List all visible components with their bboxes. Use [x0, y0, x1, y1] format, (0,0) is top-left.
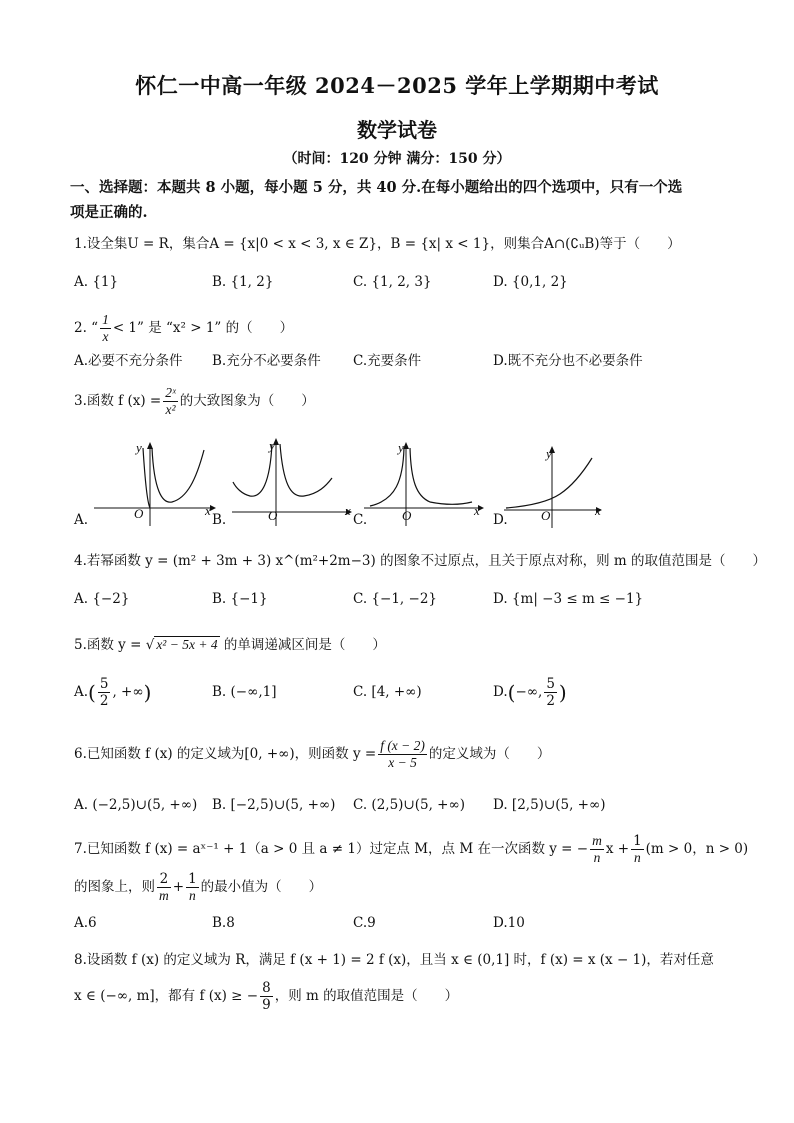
- q3-graph-d-y-label: y: [546, 446, 552, 461]
- q7-option-b: B.8: [212, 915, 235, 931]
- q5-option-a-label: A.: [74, 684, 89, 700]
- q6-stem-pre: 6.已知函数 f (x) 的定义域为[0, +∞)，则函数 y =: [74, 746, 377, 762]
- q7-f3-num: 2: [157, 871, 171, 888]
- q2-stem-pre: 2. “: [74, 320, 99, 336]
- q6-option-d: D. [2,5)∪(5, +∞): [493, 797, 606, 813]
- q5-sqrt-sign: √: [145, 637, 155, 653]
- q7-f1-den: n: [593, 850, 601, 865]
- q3-graph-c-origin-label: O: [402, 508, 412, 523]
- q7-fraction-4: [186, 871, 199, 904]
- q7-stem-post: (m > 0，n > 0): [645, 841, 749, 857]
- question-7-stem-line1: [74, 833, 748, 866]
- q3-stem-pre: 3.函数 f (x) =: [74, 393, 162, 409]
- question-5-stem: [74, 633, 386, 653]
- q5-option-d-num: 5: [546, 676, 555, 692]
- q3-graph-a-y-label: y: [136, 440, 142, 455]
- q5-option-a: [74, 676, 151, 709]
- q1-option-c: C. {1, 2, 3}: [353, 274, 432, 290]
- q5-option-d-lparen: (: [507, 680, 516, 705]
- q1-option-b: B. {1, 2}: [212, 274, 274, 290]
- q6-fraction: [378, 738, 427, 771]
- q5-option-b: B. (−∞,1]: [212, 684, 277, 700]
- q7-f4-den: n: [188, 888, 196, 903]
- q7-fraction-3: [157, 871, 171, 904]
- q5-option-a-post: , +∞: [112, 684, 144, 700]
- q4-option-c: C. {−1, −2}: [353, 591, 437, 607]
- q1-option-d: D. {0,1, 2}: [493, 274, 568, 290]
- q5-option-a-rparen: ): [143, 680, 152, 705]
- q7-line2-pre: 的图象上，则: [74, 879, 155, 895]
- q3-graph-b-origin-label: O: [268, 508, 278, 523]
- q3-option-d: D.: [493, 512, 508, 528]
- q5-option-a-den: 2: [99, 693, 109, 709]
- q8-line2-pre: x ∈ (−∞, m]，都有 f (x) ≥ −: [74, 988, 259, 1004]
- question-4-stem: 4.若幂函数 y = (m² + 3m + 3) x^(m²+2m−3) 的图象不过原点，且关于原点对称，则 m 的取值范围是（ ）: [74, 553, 766, 569]
- q5-radicand: x² − 5x + 4: [156, 637, 218, 652]
- q3-graph-a-x-label: x: [205, 503, 211, 518]
- q3-graph-c-x-label: x: [474, 503, 480, 518]
- q5-option-a-fraction: [98, 676, 111, 709]
- q8-fraction: [260, 980, 273, 1013]
- q2-option-d: D.既不充分也不必要条件: [493, 353, 643, 369]
- section-heading-line2: 项是正确的.: [70, 204, 148, 221]
- q2-option-a: A.必要不充分条件: [74, 353, 183, 369]
- question-6-stem: [74, 738, 550, 771]
- question-8-stem-line2: [74, 980, 458, 1013]
- q3-graph-b-y-label: y: [269, 438, 275, 453]
- q6-option-c: C. (2,5)∪(5, +∞): [353, 797, 466, 813]
- q7-f3-den: m: [159, 888, 169, 903]
- question-3-stem: [74, 385, 315, 418]
- q5-option-d-rparen: ): [558, 680, 567, 705]
- q1-option-a: A. {1}: [74, 274, 119, 290]
- q3-graph-b-x-label: x: [345, 503, 351, 518]
- q5-option-a-lparen: (: [88, 680, 96, 705]
- q3-graph-b: [228, 436, 353, 530]
- exam-meta: （时间：120 分钟 满分：150 分）: [283, 151, 511, 167]
- q3-frac-den: x²: [165, 402, 176, 417]
- exam-title: 怀仁一中高一年级 2024－2025 学年上学期期中考试: [135, 73, 659, 98]
- q3-stem-post: 的大致图象为（ ）: [179, 393, 315, 409]
- q7-f4-num: 1: [188, 871, 197, 887]
- q3-graph-d-x-label: x: [595, 503, 601, 518]
- q7-option-a: A.6: [74, 915, 97, 931]
- q8-frac-num: 8: [262, 980, 271, 996]
- question-8-stem-line1: 8.设函数 f (x) 的定义域为 R，满足 f (x + 1) = 2 f (x)，且当 x ∈ (0,1] 时，f (x) = x (x − 1)，若对任意: [74, 952, 714, 968]
- q5-stem-post: 的单调递减区间是（ ）: [223, 637, 386, 653]
- q5-stem-pre: 5.函数 y =: [74, 637, 142, 653]
- q8-frac-den: 9: [262, 997, 271, 1013]
- q5-option-c: C. [4, +∞): [353, 684, 422, 700]
- q2-stem-post: < 1” 是 “x² > 1” 的（ ）: [112, 320, 294, 336]
- q7-option-c: C.9: [353, 915, 376, 931]
- q3-option-a: A.: [74, 512, 89, 528]
- q4-option-d: D. {m| −3 ≤ m ≤ −1}: [493, 591, 644, 607]
- q4-option-a: A. {−2}: [74, 591, 130, 607]
- question-7-stem-line2: [74, 871, 322, 904]
- q3-graph-a-origin-label: O: [134, 506, 144, 521]
- q2-frac-num: 1: [102, 312, 109, 327]
- q3-graph-a: [92, 440, 217, 530]
- q8-line2-post: ，则 m 的取值范围是（ ）: [274, 988, 459, 1004]
- q7-stem-pre: 7.已知函数 f (x) = aˣ⁻¹ + 1（a > 0 且 a ≠ 1）过定点 M，点 M 在一次函数 y = −: [74, 841, 589, 857]
- q6-option-a: A. (−2,5)∪(5, +∞): [74, 797, 198, 813]
- q6-stem-post: 的定义域为（ ）: [428, 746, 551, 762]
- q3-graph-d: [500, 444, 610, 530]
- q6-option-b: B. [−2,5)∪(5, +∞): [212, 797, 336, 813]
- q3-option-c: C.: [353, 512, 368, 528]
- q3-frac-num: 2ˣ: [165, 385, 176, 400]
- question-2-stem: [74, 312, 293, 345]
- section-heading-line1: 一、选择题：本题共 8 小题，每小题 5 分，共 40 分.在每小题给出的四个选项中，只有一个选: [70, 179, 683, 196]
- q7-fraction-1: [590, 833, 604, 866]
- q7-f2-den: n: [633, 850, 641, 865]
- q3-graph-d-origin-label: O: [541, 508, 551, 523]
- q7-plus: +: [172, 879, 185, 895]
- q2-option-c: C.充要条件: [353, 353, 422, 369]
- q5-option-d-fraction: [544, 676, 557, 709]
- question-1-stem: 1.设全集U = R，集合A = {x|0 < x < 3, x ∈ Z}，B = {x| x < 1}，则集合A∩(∁ᵤB)等于（ ）: [74, 236, 681, 252]
- q7-f1-num: m: [592, 833, 602, 848]
- q5-option-d-label: D.: [493, 684, 508, 700]
- q5-option-d: [493, 676, 567, 709]
- q5-option-a-num: 5: [99, 676, 109, 692]
- q2-frac-den: x: [102, 329, 109, 344]
- q3-graph-c: [360, 440, 485, 530]
- exam-subtitle: 数学试卷: [357, 118, 437, 142]
- q2-option-b: B.充分不必要条件: [212, 353, 321, 369]
- q6-frac-num: f (x − 2): [380, 738, 425, 753]
- q7-f2-num: 1: [633, 833, 642, 849]
- q7-fraction-2: [631, 833, 644, 866]
- q5-option-d-den: 2: [546, 693, 555, 709]
- q6-frac-den: x − 5: [388, 755, 417, 770]
- q5-option-d-mid: −∞,: [515, 684, 543, 700]
- q2-fraction: [100, 312, 111, 345]
- q7-option-d: D.10: [493, 915, 525, 931]
- q3-graph-c-y-label: y: [398, 440, 404, 455]
- q7-stem-mid: x +: [605, 841, 630, 857]
- q7-line2-post: 的最小值为（ ）: [200, 879, 323, 895]
- q3-fraction: [163, 385, 178, 418]
- q3-option-b: B.: [212, 512, 227, 528]
- q4-option-b: B. {−1}: [212, 591, 268, 607]
